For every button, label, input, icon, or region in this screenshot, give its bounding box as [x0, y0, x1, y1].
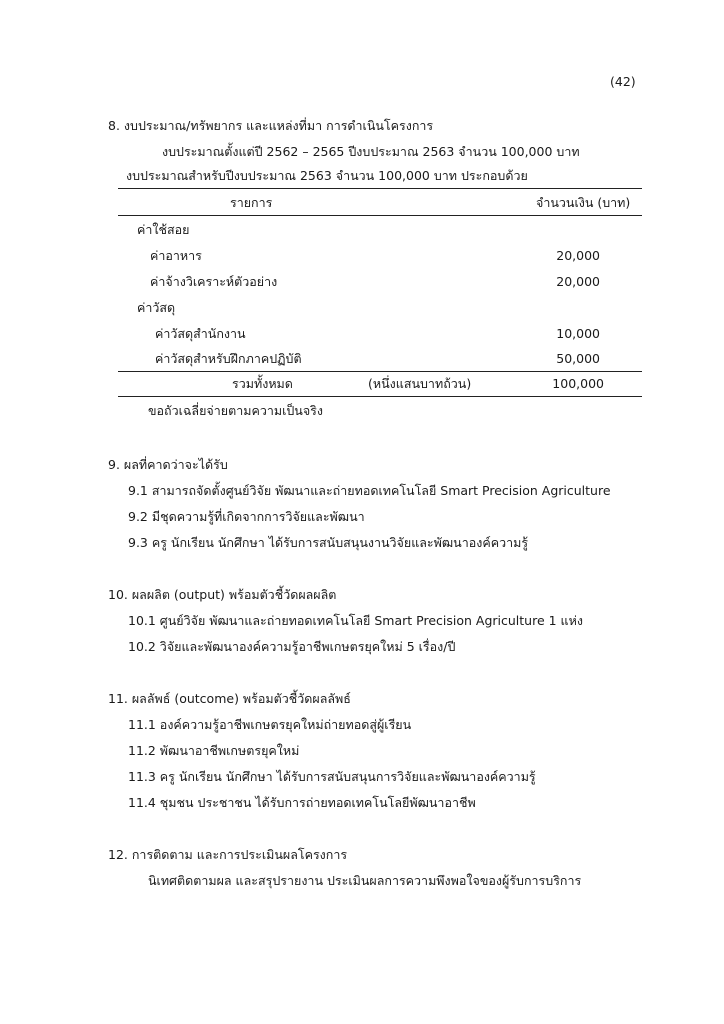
list-item: 11.4 ชุมชน ประชาชน ได้รับการถ่ายทอดเทคโนโลยีพัฒนาอาชีพ: [128, 795, 476, 810]
table-row-label: ค่าจ้างวิเคราะห์ตัวอย่าง: [150, 274, 278, 289]
table-row-amount: 10,000: [556, 326, 600, 341]
budget-period-line: งบประมาณตั้งแต่ปี 2562 – 2565 ปีงบประมาณ 2563 จำนวน 100,000 บาท: [162, 144, 580, 159]
budget-fiscal-line: งบประมาณสำหรับปีงบประมาณ 2563 จำนวน 100,000 บาท ประกอบด้วย: [126, 168, 528, 183]
table-row-amount: 20,000: [556, 248, 600, 263]
table-total-rule: [118, 371, 642, 372]
section-12-body: นิเทศติดตามผล และสรุปรายงาน ประเมินผลการความพึงพอใจของผู้รับการบริการ: [148, 873, 582, 888]
list-item: 11.1 องค์ความรู้อาชีพเกษตรยุคใหม่ถ่ายทอดสู่ผู้เรียน: [128, 717, 412, 732]
section-11-heading: 11. ผลลัพธ์ (outcome) พร้อมตัวชี้วัดผลลัพธ์: [108, 691, 351, 706]
table-row-label: ค่าวัสดุ: [137, 300, 176, 315]
table-total-label: รวมทั้งหมด: [232, 376, 293, 391]
list-item: 10.1 ศูนย์วิจัย พัฒนาและถ่ายทอดเทคโนโลยี Smart Precision Agriculture 1 แห่ง: [128, 613, 583, 628]
page-number: (42): [610, 74, 636, 89]
table-row-label: ค่าวัสดุสำหรับฝึกภาคปฏิบัติ: [155, 351, 302, 366]
table-total-words: (หนึ่งแสนบาทถ้วน): [368, 376, 472, 391]
section-8-heading: 8. งบประมาณ/ทรัพยากร และแหล่งที่มา การดำเนินโครงการ: [108, 118, 434, 133]
section-9-heading: 9. ผลที่คาดว่าจะได้รับ: [108, 457, 228, 472]
section-10-heading: 10. ผลผลิต (output) พร้อมตัวชี้วัดผลผลิต: [108, 587, 337, 602]
table-header-rule: [118, 215, 642, 216]
table-total-amount: 100,000: [552, 376, 604, 391]
table-row-label: ค่าอาหาร: [150, 248, 202, 263]
list-item: 9.1 สามารถจัดตั้งศูนย์วิจัย พัฒนาและถ่ายทอดเทคโนโลยี Smart Precision Agriculture: [128, 483, 611, 498]
table-header-item: รายการ: [230, 195, 273, 210]
table-row-label: ค่าวัสดุสำนักงาน: [155, 326, 246, 341]
list-item: 10.2 วิจัยและพัฒนาองค์ความรู้อาชีพเกษตรยุคใหม่ 5 เรื่อง/ปี: [128, 639, 456, 654]
table-row-amount: 20,000: [556, 274, 600, 289]
list-item: 9.2 มีชุดความรู้ที่เกิดจากการวิจัยและพัฒนา: [128, 509, 365, 524]
table-top-rule: [118, 188, 642, 189]
list-item: 11.3 ครู นักเรียน นักศึกษา ได้รับการสนับสนุนการวิจัยและพัฒนาองค์ความรู้: [128, 769, 536, 784]
table-row-label: ค่าใช้สอย: [137, 222, 190, 237]
list-item: 11.2 พัฒนาอาชีพเกษตรยุคใหม่: [128, 743, 300, 758]
section-12-heading: 12. การติดตาม และการประเมินผลโครงการ: [108, 847, 348, 862]
list-item: 9.3 ครู นักเรียน นักศึกษา ได้รับการสนับสนุนงานวิจัยและพัฒนาองค์ความรู้: [128, 535, 529, 550]
table-row-amount: 50,000: [556, 351, 600, 366]
table-bottom-rule: [118, 396, 642, 397]
budget-note: ขอถัวเฉลี่ยจ่ายตามความเป็นจริง: [148, 403, 323, 418]
table-header-amount: จำนวนเงิน (บาท): [536, 195, 631, 210]
